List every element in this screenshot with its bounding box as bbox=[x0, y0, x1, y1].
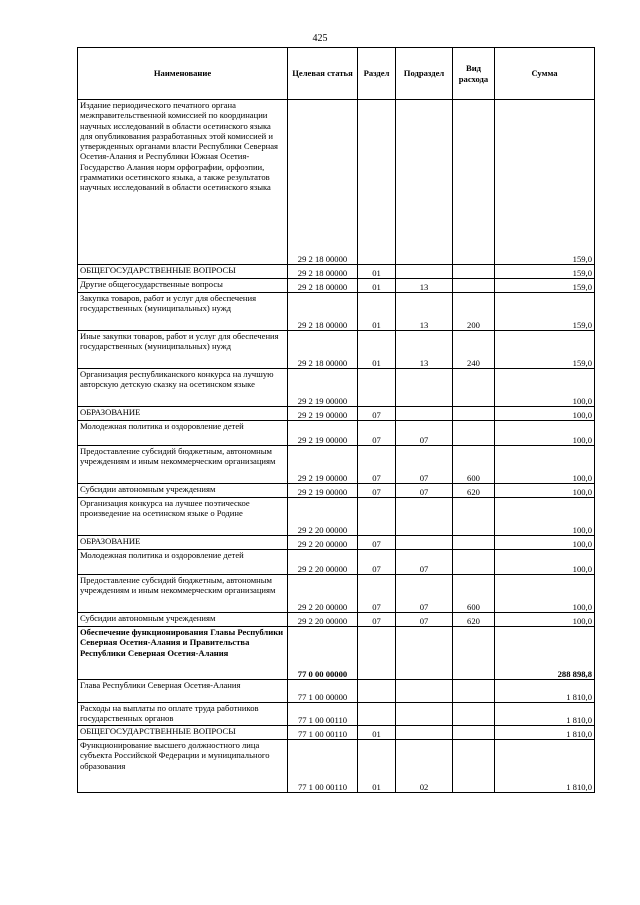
cell-target-article: 29 2 18 00000 bbox=[288, 279, 358, 293]
cell-section: 07 bbox=[358, 421, 396, 446]
cell-name: ОБЩЕГОСУДАРСТВЕННЫЕ ВОПРОСЫ bbox=[78, 726, 288, 740]
cell-sum: 159,0 bbox=[495, 279, 595, 293]
cell-subsection bbox=[396, 100, 453, 265]
cell-sum: 1 810,0 bbox=[495, 703, 595, 726]
cell-expense-kind: 240 bbox=[453, 331, 495, 369]
table-row bbox=[78, 627, 595, 680]
cell-section: 01 bbox=[358, 331, 396, 369]
cell-section: 01 bbox=[358, 726, 396, 740]
cell-subsection: 07 bbox=[396, 421, 453, 446]
table-header-row bbox=[78, 48, 595, 100]
table-row bbox=[78, 446, 595, 484]
cell-section: 07 bbox=[358, 536, 396, 550]
cell-subsection: 13 bbox=[396, 293, 453, 331]
cell-expense-kind bbox=[453, 498, 495, 536]
cell-section: 01 bbox=[358, 265, 396, 279]
cell-name: Расходы на выплаты по оплате труда работников государственных органов bbox=[78, 703, 288, 726]
cell-sum: 100,0 bbox=[495, 550, 595, 575]
table-row bbox=[78, 740, 595, 793]
cell-name: Функционирование высшего должностного лица субъекта Российской Федерации и муниципального образования bbox=[78, 740, 288, 793]
cell-name: Иные закупки товаров, работ и услуг для обеспечения государственных (муниципальных) нужд bbox=[78, 331, 288, 369]
cell-name: Закупка товаров, работ и услуг для обеспечения государственных (муниципальных) нужд bbox=[78, 293, 288, 331]
table-row bbox=[78, 613, 595, 627]
cell-sum: 159,0 bbox=[495, 100, 595, 265]
page-number: 425 bbox=[312, 33, 328, 44]
table-row bbox=[78, 726, 595, 740]
cell-section bbox=[358, 369, 396, 407]
cell-expense-kind: 620 bbox=[453, 484, 495, 498]
cell-subsection bbox=[396, 726, 453, 740]
cell-expense-kind: 600 bbox=[453, 446, 495, 484]
cell-name: ОБЩЕГОСУДАРСТВЕННЫЕ ВОПРОСЫ bbox=[78, 265, 288, 279]
cell-expense-kind bbox=[453, 703, 495, 726]
header-subsection: Подраздел bbox=[396, 48, 453, 100]
cell-name: Молодежная политика и оздоровление детей bbox=[78, 550, 288, 575]
cell-sum: 1 810,0 bbox=[495, 740, 595, 793]
cell-section bbox=[358, 498, 396, 536]
table-row bbox=[78, 536, 595, 550]
cell-target-article: 29 2 20 00000 bbox=[288, 575, 358, 613]
cell-name: Обеспечение функционирования Главы Республики Северная Осетия-Алания и Правительства Республики Северная Осетия-Алания bbox=[78, 627, 288, 680]
cell-target-article: 29 2 20 00000 bbox=[288, 550, 358, 575]
cell-sum: 100,0 bbox=[495, 536, 595, 550]
cell-expense-kind bbox=[453, 726, 495, 740]
cell-name: Другие общегосударственные вопросы bbox=[78, 279, 288, 293]
cell-subsection: 07 bbox=[396, 484, 453, 498]
cell-name: Молодежная политика и оздоровление детей bbox=[78, 421, 288, 446]
cell-subsection: 07 bbox=[396, 446, 453, 484]
cell-target-article: 29 2 19 00000 bbox=[288, 407, 358, 421]
cell-name: Предоставление субсидий бюджетным, автономным учреждениям и иным некоммерческим организациям bbox=[78, 446, 288, 484]
cell-name: ОБРАЗОВАНИЕ bbox=[78, 536, 288, 550]
cell-target-article: 29 2 20 00000 bbox=[288, 536, 358, 550]
cell-expense-kind: 200 bbox=[453, 293, 495, 331]
cell-subsection bbox=[396, 265, 453, 279]
cell-sum: 159,0 bbox=[495, 293, 595, 331]
header-target-article: Целевая статья bbox=[288, 48, 358, 100]
table-row bbox=[78, 575, 595, 613]
cell-subsection: 02 bbox=[396, 740, 453, 793]
cell-sum: 100,0 bbox=[495, 575, 595, 613]
cell-target-article: 77 0 00 00000 bbox=[288, 627, 358, 680]
cell-name: Субсидии автономным учреждениям bbox=[78, 613, 288, 627]
cell-target-article: 29 2 18 00000 bbox=[288, 265, 358, 279]
cell-target-article: 29 2 18 00000 bbox=[288, 293, 358, 331]
table-row bbox=[78, 407, 595, 421]
cell-section: 07 bbox=[358, 550, 396, 575]
cell-subsection bbox=[396, 369, 453, 407]
table-row bbox=[78, 550, 595, 575]
cell-expense-kind: 620 bbox=[453, 613, 495, 627]
cell-subsection bbox=[396, 680, 453, 703]
cell-expense-kind bbox=[453, 369, 495, 407]
header-name: Наименование bbox=[78, 48, 288, 100]
cell-expense-kind bbox=[453, 680, 495, 703]
cell-section bbox=[358, 680, 396, 703]
cell-section: 07 bbox=[358, 407, 396, 421]
cell-target-article: 29 2 19 00000 bbox=[288, 421, 358, 446]
cell-subsection: 13 bbox=[396, 331, 453, 369]
cell-subsection: 13 bbox=[396, 279, 453, 293]
cell-expense-kind bbox=[453, 100, 495, 265]
cell-sum: 288 898,8 bbox=[495, 627, 595, 680]
header-section: Раздел bbox=[358, 48, 396, 100]
table-row bbox=[78, 331, 595, 369]
cell-target-article: 29 2 20 00000 bbox=[288, 613, 358, 627]
cell-expense-kind bbox=[453, 550, 495, 575]
cell-target-article: 29 2 18 00000 bbox=[288, 331, 358, 369]
cell-expense-kind bbox=[453, 627, 495, 680]
cell-sum: 100,0 bbox=[495, 498, 595, 536]
cell-expense-kind: 600 bbox=[453, 575, 495, 613]
cell-target-article: 77 1 00 00110 bbox=[288, 726, 358, 740]
cell-name: Предоставление субсидий бюджетным, автономным учреждениям и иным некоммерческим организациям bbox=[78, 575, 288, 613]
cell-target-article: 29 2 18 00000 bbox=[288, 100, 358, 265]
table-row bbox=[78, 265, 595, 279]
cell-target-article: 77 1 00 00110 bbox=[288, 740, 358, 793]
cell-sum: 1 810,0 bbox=[495, 726, 595, 740]
cell-sum: 100,0 bbox=[495, 613, 595, 627]
cell-sum: 100,0 bbox=[495, 484, 595, 498]
table-row bbox=[78, 100, 595, 265]
table-row bbox=[78, 703, 595, 726]
table-row bbox=[78, 680, 595, 703]
cell-target-article: 29 2 20 00000 bbox=[288, 498, 358, 536]
cell-sum: 1 810,0 bbox=[495, 680, 595, 703]
cell-target-article: 29 2 19 00000 bbox=[288, 369, 358, 407]
cell-expense-kind bbox=[453, 265, 495, 279]
cell-sum: 100,0 bbox=[495, 446, 595, 484]
cell-subsection bbox=[396, 703, 453, 726]
cell-sum: 100,0 bbox=[495, 369, 595, 407]
cell-section: 01 bbox=[358, 279, 396, 293]
cell-subsection bbox=[396, 536, 453, 550]
cell-name: Организация конкурса на лучшее поэтическое произведение на осетинском языке о Родине bbox=[78, 498, 288, 536]
cell-section bbox=[358, 100, 396, 265]
cell-expense-kind bbox=[453, 536, 495, 550]
cell-expense-kind bbox=[453, 421, 495, 446]
cell-section bbox=[358, 627, 396, 680]
cell-target-article: 29 2 19 00000 bbox=[288, 446, 358, 484]
cell-section: 07 bbox=[358, 484, 396, 498]
cell-section: 01 bbox=[358, 740, 396, 793]
cell-expense-kind bbox=[453, 279, 495, 293]
table-row bbox=[78, 484, 595, 498]
table-row bbox=[78, 369, 595, 407]
cell-section bbox=[358, 703, 396, 726]
header-expense-kind: Вид расхода bbox=[453, 48, 495, 100]
cell-subsection bbox=[396, 407, 453, 421]
cell-name: ОБРАЗОВАНИЕ bbox=[78, 407, 288, 421]
cell-sum: 159,0 bbox=[495, 331, 595, 369]
cell-target-article: 29 2 19 00000 bbox=[288, 484, 358, 498]
cell-section: 07 bbox=[358, 575, 396, 613]
cell-subsection bbox=[396, 627, 453, 680]
table-row bbox=[78, 279, 595, 293]
cell-sum: 159,0 bbox=[495, 265, 595, 279]
cell-target-article: 77 1 00 00110 bbox=[288, 703, 358, 726]
cell-section: 07 bbox=[358, 446, 396, 484]
cell-target-article: 77 1 00 00000 bbox=[288, 680, 358, 703]
header-sum: Сумма bbox=[495, 48, 595, 100]
cell-sum: 100,0 bbox=[495, 407, 595, 421]
budget-table bbox=[77, 47, 595, 793]
cell-name: Субсидии автономным учреждениям bbox=[78, 484, 288, 498]
table-row bbox=[78, 293, 595, 331]
cell-expense-kind bbox=[453, 740, 495, 793]
cell-section: 07 bbox=[358, 613, 396, 627]
cell-subsection: 07 bbox=[396, 575, 453, 613]
table-row bbox=[78, 421, 595, 446]
cell-sum: 100,0 bbox=[495, 421, 595, 446]
cell-expense-kind bbox=[453, 407, 495, 421]
cell-subsection: 07 bbox=[396, 550, 453, 575]
cell-name: Издание периодического печатного органа межправительственной комиссией по координации научных исследований в области осетинского языка для опубликования разработанных этой комиссией и утвержденных органами власти Республики Северная Осетия-Алания и Республики Южная Осетия-Государство Алания норм орфографии, орфоэпии, грамматики осетинского языка, а также результатов научных исследований в области осетинского языка bbox=[78, 100, 288, 265]
table-row bbox=[78, 498, 595, 536]
table-body bbox=[78, 100, 595, 793]
cell-subsection bbox=[396, 498, 453, 536]
cell-subsection: 07 bbox=[396, 613, 453, 627]
cell-section: 01 bbox=[358, 293, 396, 331]
cell-name: Организация республиканского конкурса на лучшую авторскую детскую сказку на осетинском языке bbox=[78, 369, 288, 407]
cell-name: Глава Республики Северная Осетия-Алания bbox=[78, 680, 288, 703]
